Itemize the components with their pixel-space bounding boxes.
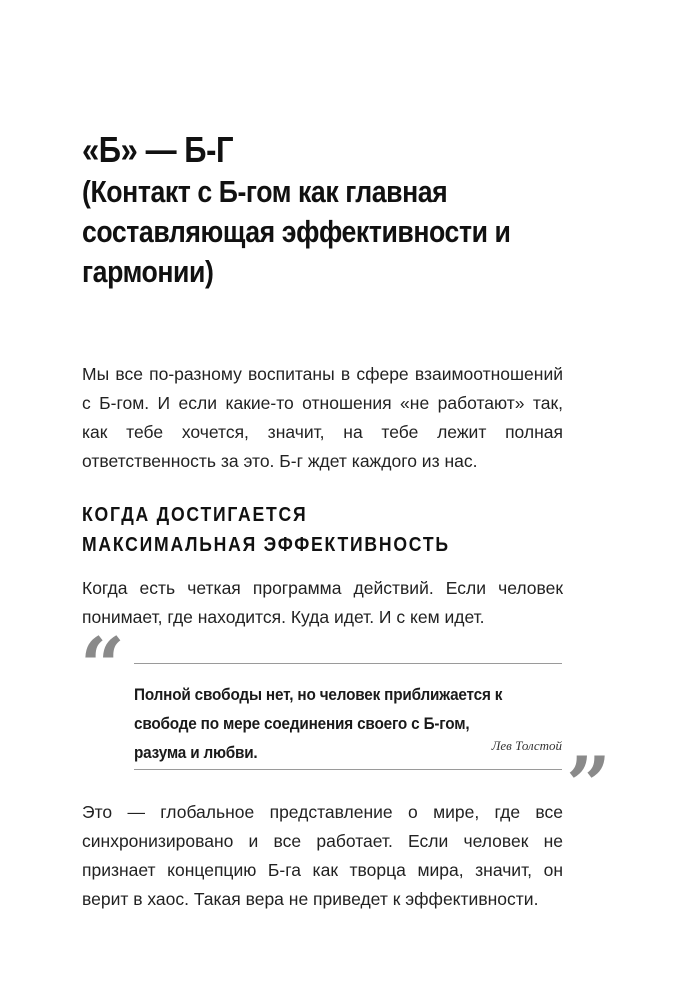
chapter-title-main: «Б» — Б-Г xyxy=(82,129,234,170)
quote-close-mark-icon: ” xyxy=(566,740,611,831)
paragraph-efficiency: Когда есть четкая программа действий. Если человек понимает, где находится. Куда идет. И с кем идет. xyxy=(82,578,563,627)
quote-text: Полной свободы нет, но человек приближается к свободе по мере соединения своего с Б-гом, разума и любви. xyxy=(134,685,503,762)
section-heading-line2: МАКСИМАЛЬНАЯ ЭФФЕКТИВНОСТЬ xyxy=(82,534,450,556)
quote-divider-top xyxy=(134,663,562,664)
quote-author: Лев Толстой xyxy=(491,738,562,753)
section-heading xyxy=(82,500,505,560)
chapter-subtitle-line1: (Контакт с Б-гом как главная xyxy=(82,174,448,209)
paragraph-conclusion: Это — глобальное представление о мире, где все синхронизировано и все работает. Если человек не признает концепцию Б-га как творца мира, значит, он верит в хаос. Такая вера не приведет к эффективности. xyxy=(82,802,563,909)
paragraph-intro: Мы все по-разному воспитаны в сфере взаимоотношений с Б-гом. И если какие-то отношения «не работают» так, как тебе хочется, значит, на тебе лежит полная ответственность за это. Б-г ждет каждого из нас. xyxy=(82,364,563,471)
chapter-title xyxy=(82,128,529,292)
chapter-subtitle-line2: составляющая эффективности и гармонии) xyxy=(82,214,511,289)
section-heading-line1: КОГДА ДОСТИГАЕТСЯ xyxy=(82,504,308,526)
quote-divider-bottom xyxy=(134,769,562,770)
quote-open-mark-icon: “ xyxy=(80,621,125,712)
